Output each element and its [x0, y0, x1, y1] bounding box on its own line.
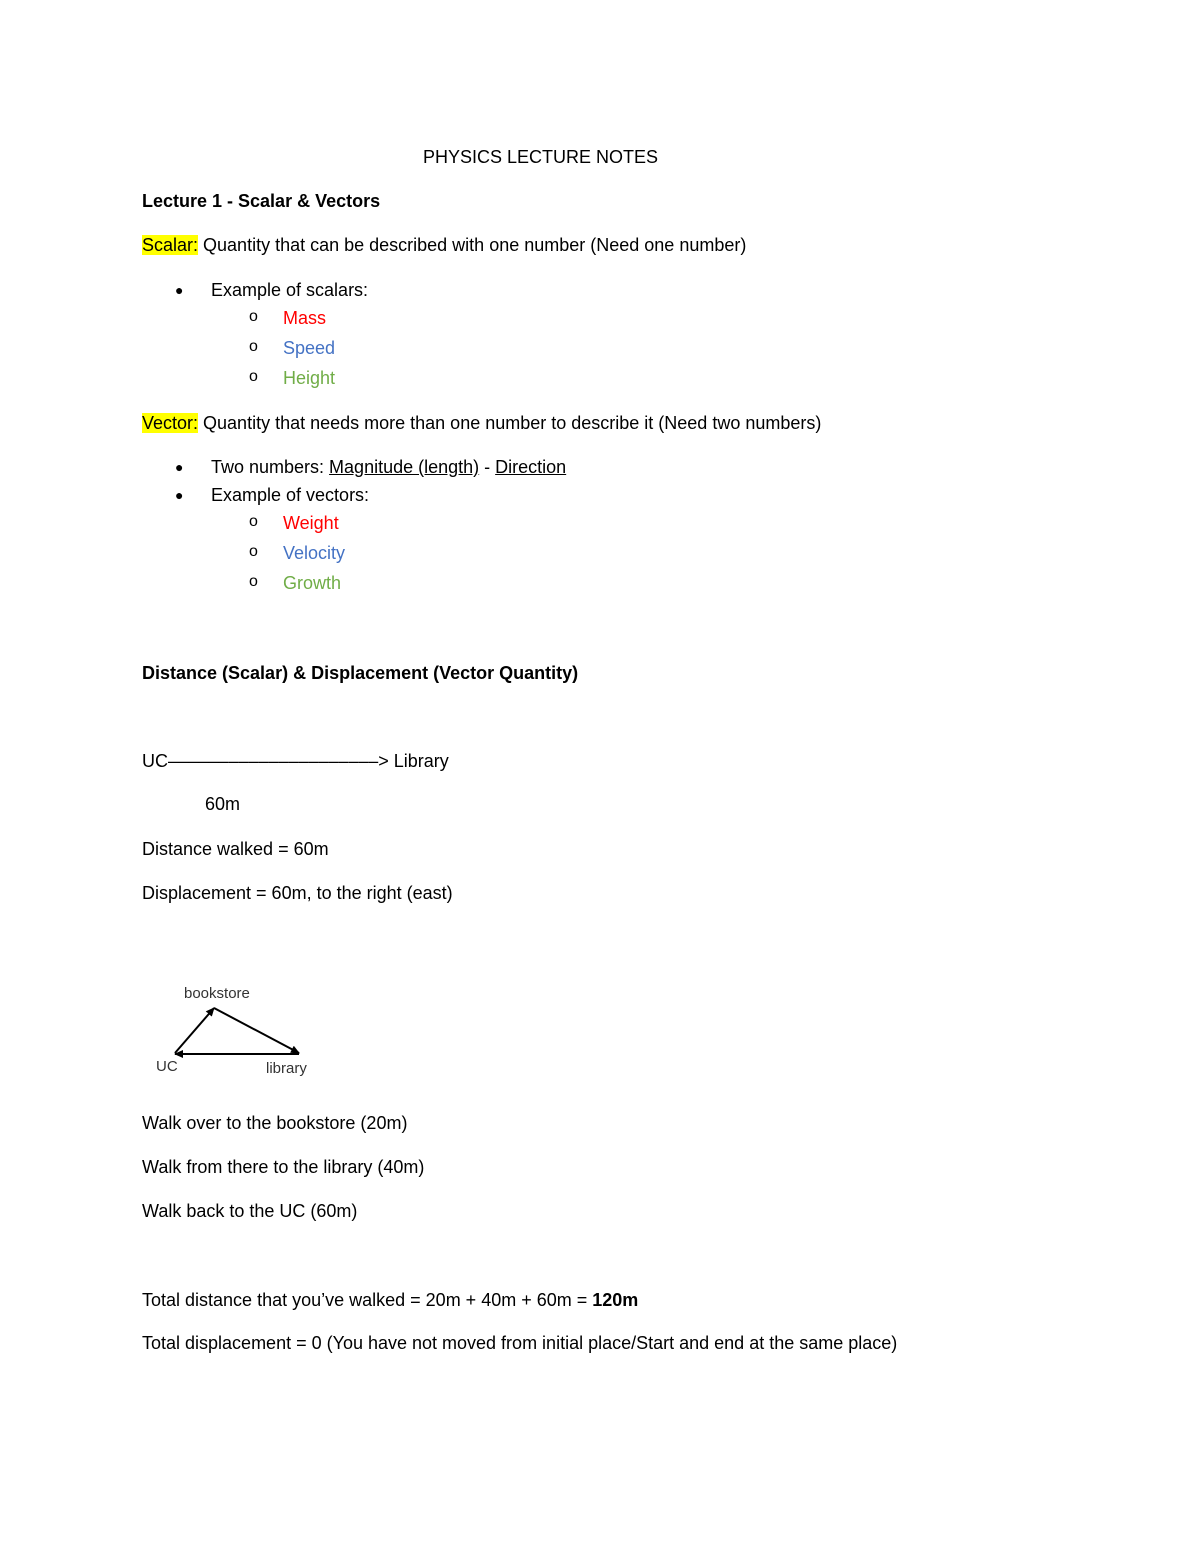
- circle-bullet-icon: o: [249, 308, 258, 325]
- uc-library-line: UC–––––––––––––––––––––> Library: [142, 751, 449, 771]
- distance-walked: Distance walked = 60m: [142, 839, 329, 859]
- two-numbers-prefix: Two numbers:: [211, 457, 330, 477]
- walk-step-1: Walk over to the bookstore (20m): [142, 1113, 408, 1133]
- circle-bullet-icon: o: [249, 513, 258, 530]
- vector-examples-label: Example of vectors:: [211, 485, 370, 505]
- scalar-example-height: Height: [283, 368, 336, 388]
- total-displacement: Total displacement = 0 (You have not moved from initial place/Start and end at the same place): [142, 1333, 898, 1353]
- lecture-heading: Lecture 1 - Scalar & Vectors: [142, 191, 381, 211]
- scalar-definition: [142, 234, 746, 256]
- displacement: Displacement = 60m, to the right (east): [142, 883, 453, 903]
- distance-heading: Distance (Scalar) & Displacement (Vector Quantity): [142, 663, 579, 683]
- bullet-icon: ●: [175, 282, 184, 298]
- total-distance-prefix: Total distance that you’ve walked = 20m + 40m + 60m =: [142, 1290, 593, 1310]
- total-distance-value: 120m: [592, 1290, 639, 1310]
- bullet-icon: ●: [175, 487, 184, 503]
- magnitude-term: Magnitude (length): [329, 457, 480, 477]
- direction-term: Direction: [495, 457, 567, 477]
- vector-example-weight: Weight: [283, 513, 339, 533]
- arrow-uc-to-bookstore: [175, 1008, 214, 1053]
- circle-bullet-icon: o: [249, 573, 258, 590]
- library-label: library: [266, 1060, 307, 1077]
- circle-bullet-icon: o: [249, 543, 258, 560]
- scalar-definition-text: Quantity that can be described with one number (Need one number): [198, 235, 747, 255]
- circle-bullet-icon: o: [249, 338, 258, 355]
- walk-step-3: Walk back to the UC (60m): [142, 1201, 358, 1221]
- vector-definition: [142, 412, 821, 434]
- scalar-example-speed: Speed: [283, 338, 336, 358]
- scalar-example-mass: Mass: [283, 308, 327, 328]
- vector-example-growth: Growth: [283, 573, 342, 593]
- scalar-examples-label: Example of scalars:: [211, 280, 369, 300]
- distance-value: 60m: [205, 794, 241, 814]
- term-separator: -: [479, 457, 496, 477]
- total-distance: [142, 1289, 638, 1311]
- circle-bullet-icon: o: [249, 368, 258, 385]
- uc-label: UC: [156, 1058, 178, 1075]
- vector-term: Vector:: [142, 413, 199, 433]
- bookstore-label: bookstore: [184, 985, 250, 1002]
- vector-example-velocity: Velocity: [283, 543, 346, 563]
- triangle-diagram: [142, 965, 342, 1085]
- walk-step-2: Walk from there to the library (40m): [142, 1157, 425, 1177]
- scalar-term: Scalar:: [142, 235, 199, 255]
- vector-two-numbers: [211, 456, 566, 478]
- bullet-icon: ●: [175, 459, 184, 475]
- arrow-bookstore-to-library: [214, 1008, 299, 1053]
- vector-definition-text: Quantity that needs more than one number to describe it (Need two numbers): [198, 413, 822, 433]
- page-title: PHYSICS LECTURE NOTES: [423, 147, 659, 167]
